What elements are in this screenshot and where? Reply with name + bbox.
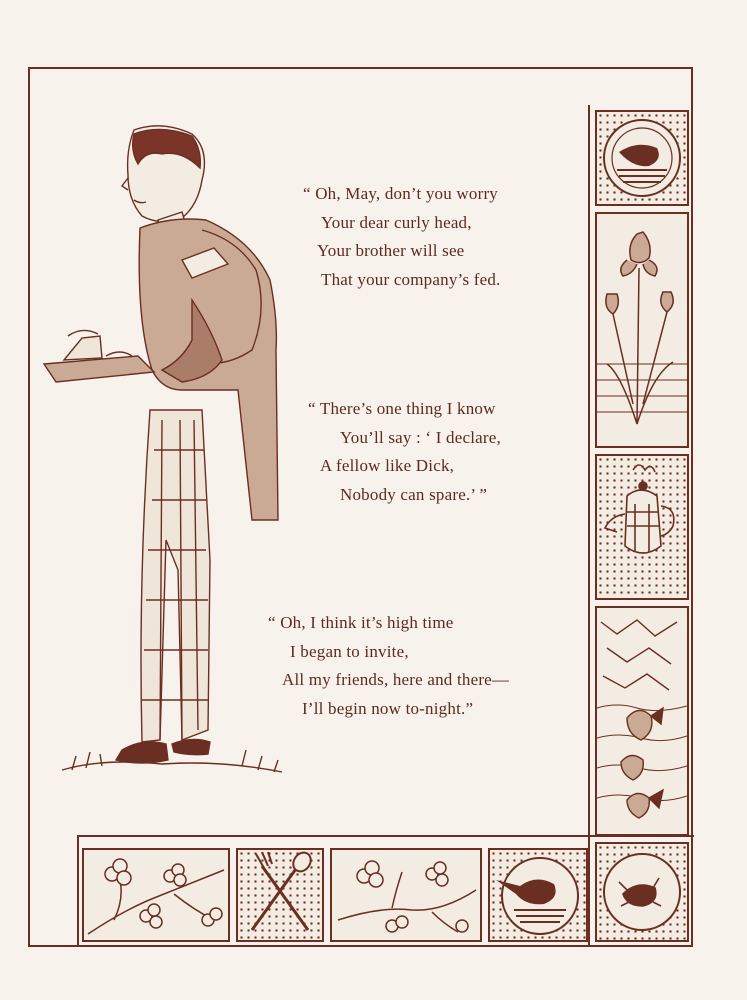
man-holding-tray-illustration: [42, 120, 302, 790]
verse-line: “ There’s one thing I know: [308, 399, 496, 418]
blossom-branch-icon: [82, 848, 230, 942]
verse-line: All my friends, here and there—: [282, 670, 510, 689]
bird-plate-icon: [488, 848, 588, 942]
verse-line: A fellow like Dick,: [320, 456, 455, 475]
stanza-2: [308, 395, 501, 509]
verse-line: That your company’s fed.: [321, 269, 501, 289]
verse-line: I began to invite,: [290, 641, 409, 661]
stanza-1: [303, 180, 500, 294]
teapot-icon: [595, 454, 689, 600]
fish-icon: [595, 606, 689, 836]
verse-line: Your brother will see: [317, 241, 465, 260]
verse-line: You’ll say : ‘ I declare,: [340, 427, 501, 447]
fork-spoon-icon: [236, 848, 324, 942]
verse-line: “ Oh, May, don’t you worry: [303, 184, 499, 203]
verse-line: I’ll begin now to-night.”: [302, 698, 474, 718]
blossom-branch-icon: [330, 848, 482, 942]
verse-line: “ Oh, I think it’s high time: [268, 613, 454, 632]
bird-plate-icon: [595, 110, 689, 206]
stanza-3: [268, 609, 509, 723]
verse-line: Nobody can spare.’ ”: [340, 484, 488, 504]
iris-flower-icon: [595, 212, 689, 448]
verse-line: Your dear curly head,: [321, 212, 472, 232]
